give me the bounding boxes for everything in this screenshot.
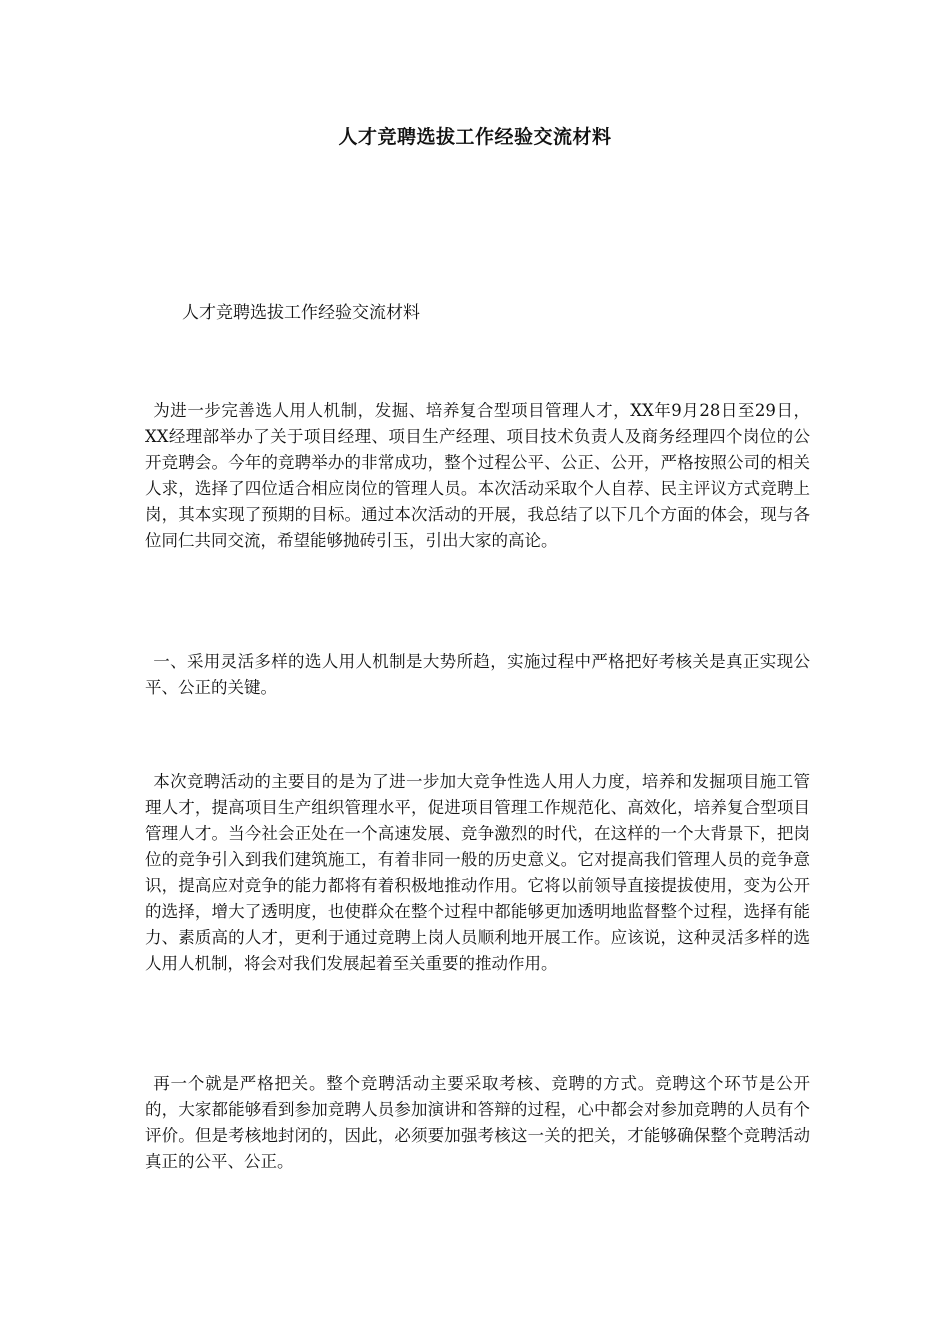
paragraph-section-heading-1: 一、采用灵活多样的选人用人机制是大势所趋，实施过程中严格把好考核关是真正实现公平、公正的关键。 xyxy=(145,652,810,697)
paragraph-body-2: 再一个就是严格把关。整个竞聘活动主要采取考核、竞聘的方式。竞聘这个环节是公开的，大家都能够看到参加竞聘人员参加演讲和答辩的过程，心中都会对参加竞聘的人员有个评价。但是考核地封闭的，因此，必须要加强考核这一关的把关，才能够确保整个竞聘活动真正的公平、公正。 xyxy=(145,1074,810,1171)
paragraph-body-1: 本次竞聘活动的主要目的是为了进一步加大竞争性选人用人力度，培养和发掘项目施工管理人才，提高项目生产组织管理水平，促进项目管理工作规范化、高效化，培养复合型项目管理人才。当今社会正处在一个高速发展、竞争激烈的时代，在这样的一个大背景下，把岗位的竞争引入到我们建筑施工，有着非同一般的历史意义。它对提高我们管理人员的竞争意识，提高应对竞争的能力都将有着积极地推动作用。它将以前领导直接提拔使用，变为公开的选择，增大了透明度，也使群众在整个过程中都能够更加透明地监督整个过程，选择有能力、素质高的人才，更利于通过竞聘上岗人员顺利地开展工作。应该说，这种灵活多样的选人用人机制，将会对我们发展起着至关重要的推动作用。 xyxy=(145,772,810,973)
document-title: 人才竞聘选拔工作经验交流材料 xyxy=(338,126,612,148)
paragraph-intro: 为进一步完善选人用人机制，发掘、培养复合型项目管理人才，XX年9月28日至29日，XX经理部举办了关于项目经理、项目生产经理、项目技术负责人及商务经理四个岗位的公开竞聘会。今年的竞聘举办的非常成功，整个过程公平、公正、公开，严格按照公司的相关人求，选择了四位适合相应岗位的管理人员。本次活动采取个人自荐、民主评议方式竞聘上岗，其本实现了预期的目标。通过本次活动的开展，我总结了以下几个方面的体会，现与各位同仁共同交流，希望能够抛砖引玉，引出大家的高论。 xyxy=(145,401,810,550)
document-subtitle: 人才竞聘选拔工作经验交流材料 xyxy=(182,303,420,323)
